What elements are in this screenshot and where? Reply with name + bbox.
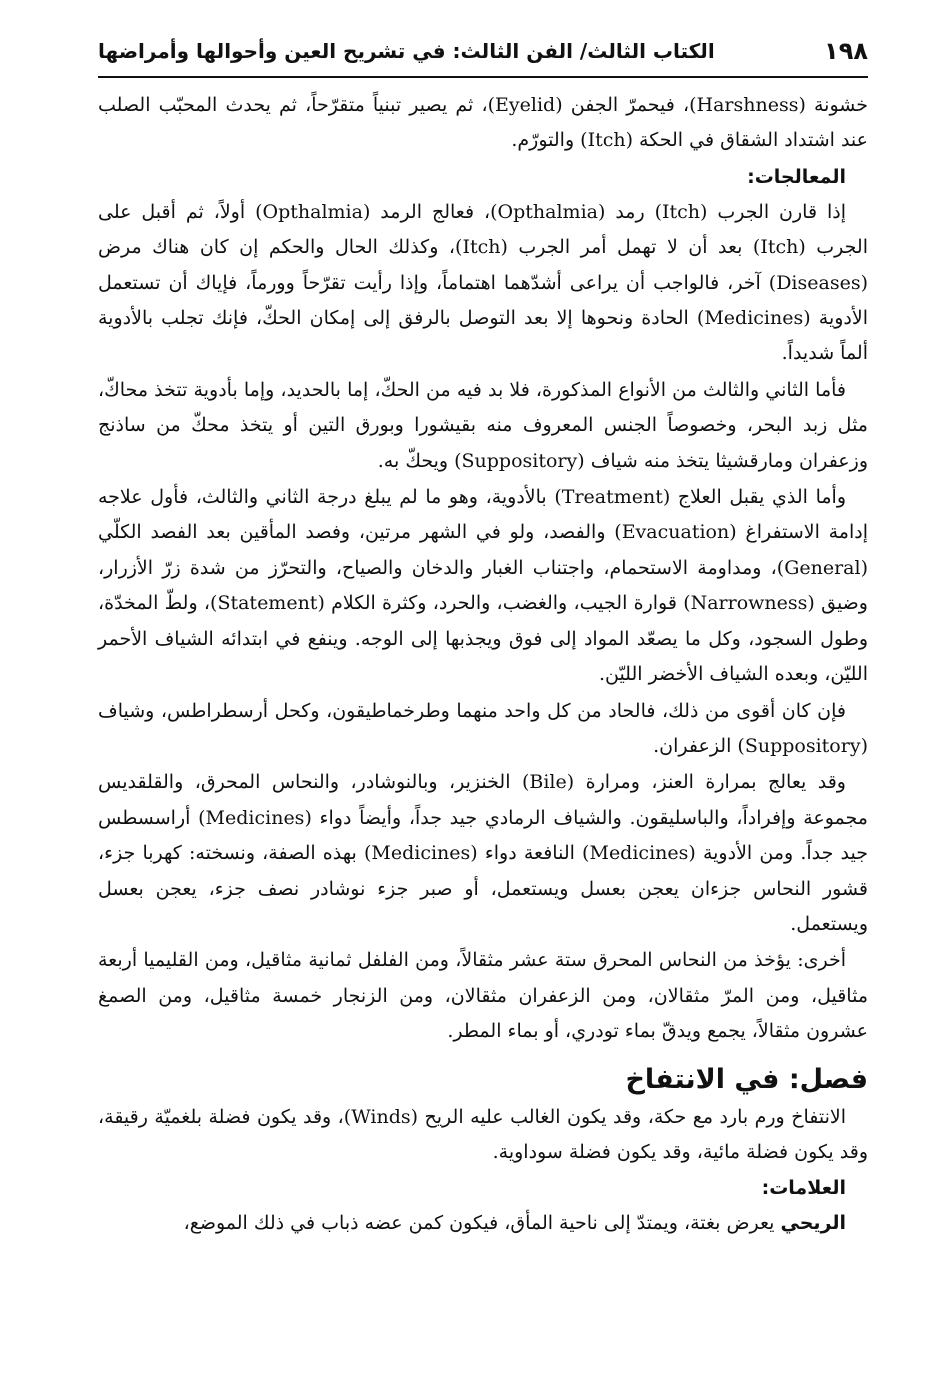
- page-number: ١٩٨: [824, 37, 868, 65]
- paragraph: خشونة (Harshness)، فيحمرّ الجفن (Eyelid)، ثم يصير تبنياً متقرّحاً، ثم يحدث المحبّب الصلب عند اشتداد الشقاق في الحكة (Itch) والتورّم.: [98, 94, 868, 152]
- paragraph: فإن كان أقوى من ذلك، فالحاد من كل واحد منهما وطرخماطيقون، وكحل أرسطراطس، وشياف (Suppository) الزعفران.: [98, 699, 868, 757]
- paragraph: الانتفاخ ورم بارد مع حكة، وقد يكون الغالب عليه الريح (Winds)، وقد يكون فضلة بلغميّة رقيقة، وقد يكون فضلة مائية، وقد يكون فضلة سوداوية.: [98, 1105, 868, 1163]
- paragraph: إذا قارن الجرب (Itch) رمد (Opthalmia)، فعالج الرمد (Opthalmia) أولاً، ثم أقبل على الجرب (Itch) بعد أن لا تهمل أمر الجرب (Itch)، وكذلك الحال والحكم إن كان هناك مرض (Diseases) آخر، فالواجب أن يراعى أشدّهما اهتماماً، وإذا رأيت تقرّحاً وورماً، فإياك أن تستعمل الأدوية (Medicines) الحادة ونحوها إلا بعد التوصل بالرفق إلى إمكان الحكّ، فإنك تجلب بالأدوية ألماً شديداً.: [98, 200, 869, 365]
- header-divider: [98, 76, 868, 78]
- running-title: الكتاب الثالث/ الفن الثالث: في تشريح العين وأحوالها وأمراضها: [98, 39, 715, 63]
- paragraph: فأما الثاني والثالث من الأنواع المذكورة، فلا بد فيه من الحكّ، إما بالحديد، وإما بأدوية تتخذ محاكّ، مثل زبد البحر، وخصوصاً الجنس المعروف منه بقيشورا وبورق التين أو يتخذ محكّ من ساذنج وزعفران ومارقشيثا يتخذ منه شياف (Suppository) ويحكّ به.: [98, 378, 868, 472]
- page-header: [98, 30, 868, 66]
- page-body: [98, 88, 868, 1243]
- paragraph: وأما الذي يقبل العلاج (Treatment) بالأدوية، وهو ما لم يبلغ درجة الثاني والثالث، فأول علاجه إدامة الاستفراغ (Evacuation) والفصد، ولو في الشهر مرتين، وفصد المأقين بعد الفصد الكلّي (General)، ومداومة الاستحمام، واجتناب الغبار والدخان والصياح، والتحرّز من شدة زرّ الأزرار، وضيق (Narrowness) قوارة الجيب، والغضب، والحرد، وكثرة الكلام (Statement)، ولطّ المخدّة، وطول السجود، وكل ما يصعّد المواد إلى فوق ويجذبها إلى الوجه. وينفع في ابتدائه الشياف الأحمر الليّن، وبعده الشياف الأخضر الليّن.: [98, 486, 868, 686]
- signs-heading: العلامات:: [761, 1177, 846, 1200]
- paragraph: أخرى: يؤخذ من النحاس المحرق ستة عشر مثقالاً، ومن الفلفل ثمانية مثاقيل، ومن القليميا أربعة مثاقيل، ومن المرّ مثقالان، ومن الزعفران مثقالان، ومن الزنجار خمسة مثاقيل، ومن الصمغ عشرون مثقالاً، يجمع ويدقّ بماء تودري، أو بماء المطر.: [98, 949, 868, 1043]
- paragraph: وقد يعالج بمرارة العنز، ومرارة (Bile) الخنزير، وبالنوشادر، والنحاس المحرق، والقلقديس مجموعة وإفراداً، والباسليقون. والشياف الرمادي جيد جداً، وأيضاً دواء (Medicines) أراسسطس جيد جداً. ومن الأدوية (Medicines) النافعة دواء (Medicines) بهذه الصفة، ونسخته: كهربا جزء، قشور النحاس جزءان يعجن بعسل ويستعمل، أو صبر جزء نوشادر نصف جزء، يعجن بعسل ويستعمل.: [98, 771, 868, 935]
- paragraph: [98, 1206, 868, 1241]
- paragraph-text: يعرض بغتة، ويمتدّ إلى ناحية المأق، فيكون كمن عضه ذباب في ذلك الموضع،: [183, 1212, 781, 1235]
- lead-word: الريحي: [780, 1212, 846, 1235]
- section-title: فصل: في الانتفاخ: [625, 1063, 868, 1095]
- treatments-heading: المعالجات:: [747, 165, 846, 188]
